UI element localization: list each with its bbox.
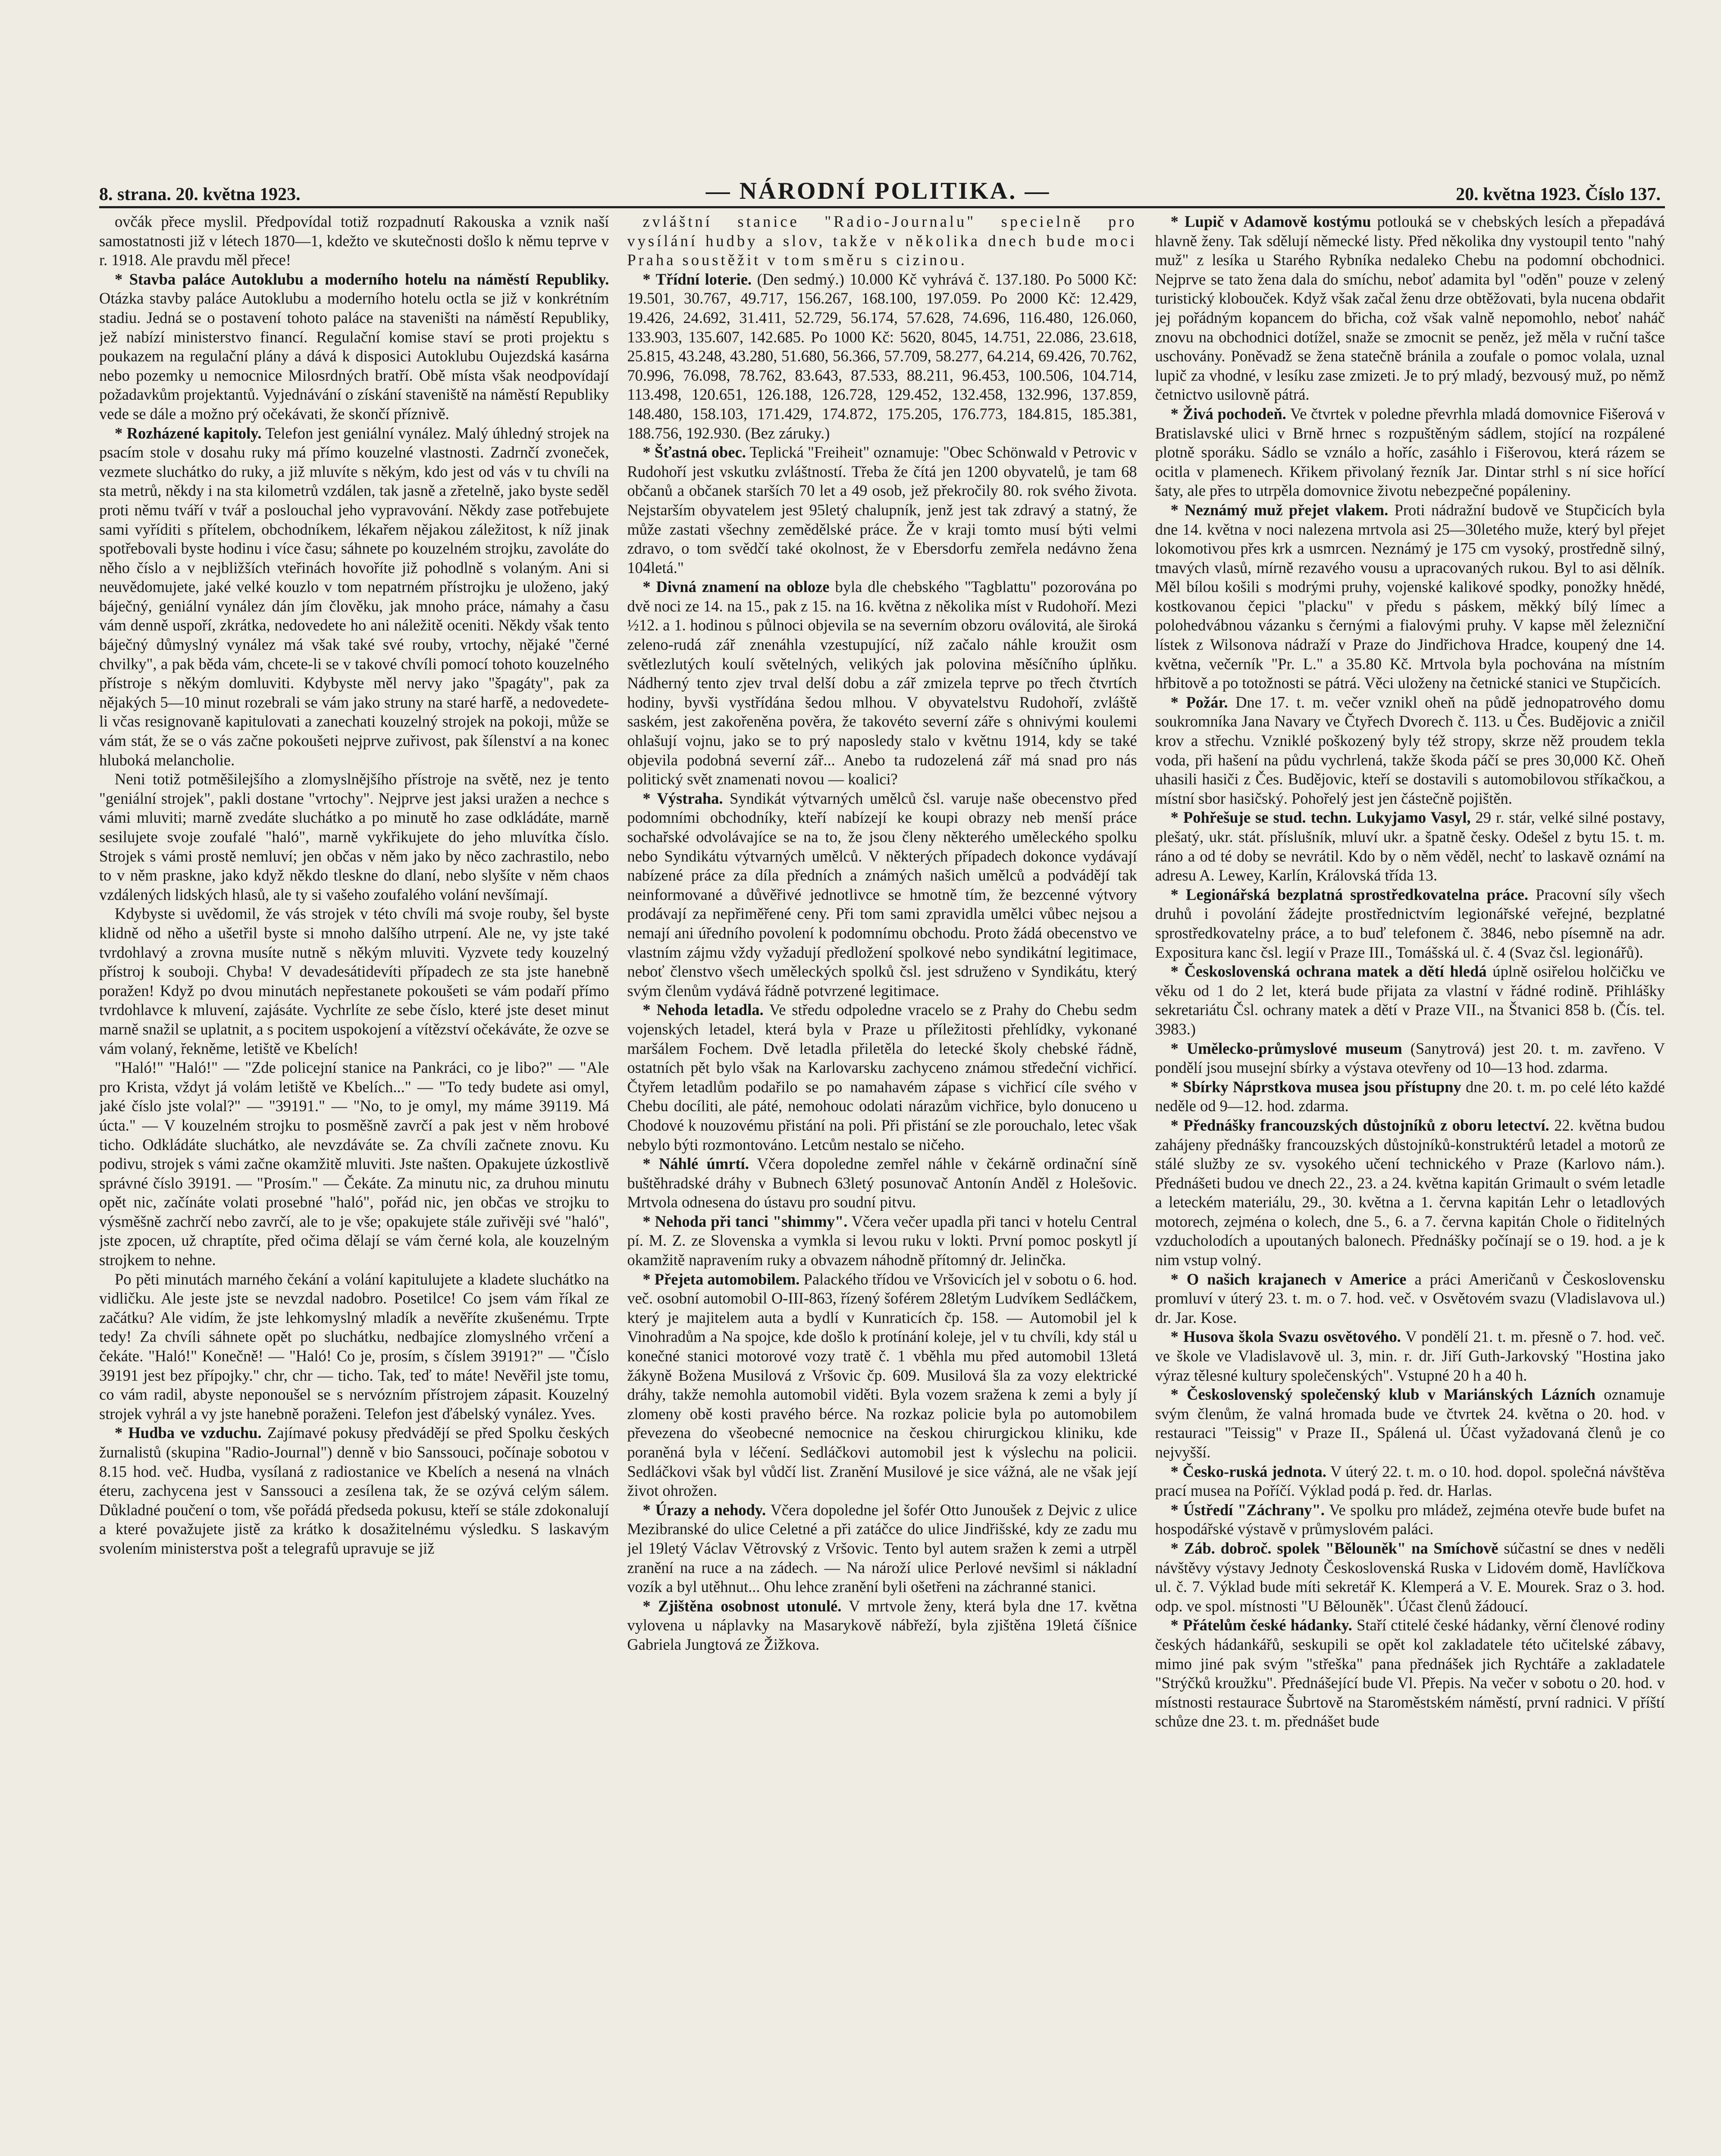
article-paragraph: * Třídní loterie. (Den sedmý.) 10.000 Kč vyhrává č. 137.180. Po 5000 Kč: 19.501, 30.767, 49.717, 156.267, 168.100, 197.059. Po 2000 Kč: 12.429, 19.426, 24.692, 31.411, 52.729, 56.174, 57.628, 74.696, 116.480, 126.060, 133.903, 135.607, 142.685. Po 1000 Kč: 5620, 8045, 14.751, 22.086, 23.618, 25.815, 43.248, 43.280, 51.680, 56.366, 57.709, 58.277, 64.214, 69.426, 70.762, 70.996, 76.098, 78.762, 83.643, 87.533, 88.211, 96.453, 100.506, 104.714, 113.498, 120.651, 126.188, 126.728, 129.452, 132.458, 132.996, 137.859, 148.480, 158.103, 171.429, 174.872, 175.205, 176.773, 184.815, 185.381, 188.756, 192.930. (Bez záruky.) xyxy=(627,270,1137,442)
article-paragraph: * Sbírky Náprstkova musea jsou přístupny dne 20. t. m. po celé léto každé neděle od 9—12. hod. zdarma. xyxy=(1155,1078,1665,1115)
article-paragraph: * Úrazy a nehody. Včera dopoledne jel šofér Otto Junoušek z Dejvic z ulice Mezibranské do ulice Celetné a při zatáčce do ulice Jindřišské, kdy ze zadu mu jel 19letý Václav Větrovský z Vršovic. Tento byl autem sražen k zemi a utrpěl zranění na ruce a na zádech. — Na nároží ulice Perlové nevšiml si nákladní vozík a byl utěhnut... Ohu lehce zranění byli ošetřeni na záchranné stanici. xyxy=(627,1501,1137,1596)
article-paragraph: Kdybyste si uvědomil, že vás strojek v této chvíli má svoje rouby, šel byste klidně od něho a ušetřil byste si mnoho dalšího utrpení. Ale ne, vy jste také tvrdohlavý a zrovna musíte nutně s někým mluviti. Vyzvete tedy kouzelný přístroj k souboji. Chyba! V devadesátidevíti případech ze sta jste hanebně poražen! Když po dvou minutách nepřestanete pokoušeti se vám podaří přímo tvrdohlavce k mluvení, zajásáte. Vychrlíte ze sebe číslo, které jste deset minut marně snažil se uplatnit, a s pocitem uspokojení a vítězství očekáváte, že ozve se vám volaný, řekněme, letiště ve Kbelích! xyxy=(99,905,609,1057)
article-paragraph: * Nehoda letadla. Ve středu odpoledne vracelo se z Prahy do Chebu sedm vojenských letadel, která byla v Praze u příležitosti přehlídky, vykonané maršálem Fochem. Dvě letadla přiletěla do letecké školy chebské řádně, ostatních pět bylo však na Karlovarsku zachyceno známou středeční vichřicí. Čtyřem letadlům podařilo se po namahavém zápase s vichřicí cíle svého v Chebu docíliti, ale páté, nemohouc odolati nárazům vichřice, bylo donuceno u Chodové k nouzovému přistání na poli. Při přistání se zle porouchalo, letec však nebylo býti rozmontováno. Letcům nestalo se ničeho. xyxy=(627,1001,1137,1153)
article-paragraph: * Česko-ruská jednota. V úterý 22. t. m. o 10. hod. dopol. společná návštěva prací musea na Poříčí. Výklad podá p. řed. dr. Harlas. xyxy=(1155,1462,1665,1500)
article-columns xyxy=(99,212,1665,2156)
article-heading: * Lupič v Adamově kostýmu xyxy=(1170,213,1371,230)
article-heading: * Legionářská bezplatná sprostředkovatelna práce. xyxy=(1170,885,1528,903)
article-paragraph: Neni totiž potměšilejšího a zlomyslnějšího přístroje na světě, nez je tento "geniální strojek", pakli dostane "vrtochy". Nejprve jest jaksi uražen a nechce s vámi mluviti; marně zvedáte sluchátko a po minutě ho zase odkládáte, marně sesilujete svoje zoufalé "haló", marně vykřikujete do jeho mluvítka číslo. Strojek s vámi prostě nemluví; jen občas v něm jako by něco zachrastilo, nebo to v něm praskne, jako když někdo tleskne do dlaní, nebo slyšíte v něm chaos vzdálených lidských hlasů, ale ty si vašeho zoufalého volání nevšímají. xyxy=(99,770,609,903)
column-2 xyxy=(627,212,1137,2156)
article-heading: * Třídní loterie. xyxy=(643,270,752,288)
article-heading: * Úrazy a nehody. xyxy=(643,1501,766,1519)
article-paragraph: * O našich krajanech v Americe a práci Američanů v Československu promluví v úterý 23. t. m. o 7. hod. več. v Osvětovém svazu (Vladislavova ul.) dr. Jar. Kose. xyxy=(1155,1270,1665,1326)
article-heading: * O našich krajanech v Americe xyxy=(1170,1270,1407,1288)
article-heading: * Nehoda letadla. xyxy=(643,1001,764,1019)
article-paragraph: zvláštní stanice "Radio-Journalu" specielně pro vysílání hudby a slov, takže v několika dnech bude moci Praha soustěžit v tom směru s cizinou. xyxy=(627,213,1137,269)
article-heading: * Přejeta automobilem. xyxy=(643,1270,800,1288)
article-paragraph: * Přátelům české hádanky. Staří ctitelé české hádanky, věrní členové rodiny českých hádankářů, seskupili se opět kol zakladatele této učitelské zábavy, mimo jiné pak svým "střeška" pana přednášek jich Rychtáře a zakladatele "Strýčků kroužku". Přednášející bude Vl. Přepis. Na večer v sobotu o 20. hod. v místnosti restaurace Šubrtově na Staroměstském náměstí, první radnici. V příští schůze dne 23. t. m. přednášet bude xyxy=(1155,1616,1665,1730)
page-number-date: 8. strana. 20. května 1923. xyxy=(99,185,301,204)
column-3 xyxy=(1155,212,1665,2156)
page-header xyxy=(99,170,1661,205)
header-rule xyxy=(99,206,1665,208)
article-heading: * Záb. dobroč. spolek "Bělouněk" na Smíchově xyxy=(1170,1539,1498,1557)
article-paragraph: * Přednášky francouzských důstojníků z oboru letectví. 22. května budou zahájeny přednášky francouzských důstojníků-konstruktérů letadel a motorů ze stálé služby ze sv. vysokého učení technického v Praze (Karlovo nám.). Přednášeti budou ve dnech 22., 23. a 24. května kapitán Grimault o svém letadle a leteckém materiálu, 29., 30. května a 1. června kapitán Lehr o letadlových motorech, zejména o kolech, dne 5., 6. a 7. června kapitán Chole o řiditelných vzducholodích a upoutaných balonech. Přednášky počínají se o 19. hod. a je k nim vstup volný. xyxy=(1155,1116,1665,1269)
article-heading: * Československý společenský klub v Mariánských Lázních xyxy=(1170,1385,1596,1404)
article-heading: * Pohřešuje se stud. techn. Lukyjamo Vasyl, xyxy=(1170,808,1471,827)
column-1 xyxy=(99,212,609,2156)
article-paragraph: * Nehoda při tanci "shimmy". Včera večer upadla při tanci v hotelu Central pí. M. Z. ze Slovenska a vymkla si levou ruku v lokti. První pomoc poskytl jí okamžitě napravením ruky a obvazem náhodně přítomný dr. Jelinčka. xyxy=(627,1212,1137,1269)
article-heading: * Stavba paláce Autoklubu a moderního hotelu na náměstí Republiky. xyxy=(115,270,609,288)
article-paragraph: * Pohřešuje se stud. techn. Lukyjamo Vasyl, 29 r. stár, velké silné postavy, plešatý, ukr. stát. příslušník, mluví ukr. a špatně česky. Odešel z bytu 15. t. m. ráno a od té doby se nevrátil. Kdo by o něm věděl, nechť to laskavě oznámí na adresu A. Lewey, Karlín, Královská třída 13. xyxy=(1155,808,1665,884)
article-paragraph: "Haló!" "Haló!" — "Zde policejní stanice na Pankráci, co je libo?" — "Ale pro Krista, vždyt já volám letiště ve Kbelích..." — "To tedy budete asi omyl, jaké číslo jste volal?" — "39191." — "No, to je omyl, my máme 39119. Má úcta." — V kouzelném strojku to posměšně zavrčí a pak jest v něm hrobové ticho. Odkládáte sluchátko, ale nevzdáváte se. Za chvíli začnete znovu. Ku podivu, strojek s vámi začne okamžitě mluviti. Jste našten. Opakujete úzkostlivě správné číslo 39191. — "Prosím." — Čekáte. Za minutu nic, za druhou minutu opět nic, začínáte volati prosebné "haló", pořád nic, jen občas ve strojku to výsměšně zachrčí nebo zavrčí, ale to je vše; opakujete stále zuřivěji své "haló", jste zpocen, už chraptíte, před očima dělají se vám černé kola, ale kouzelným strojkem to nehne. xyxy=(99,1059,609,1269)
article-paragraph: * Legionářská bezplatná sprostředkovatelna práce. Pracovní síly všech druhů i povolání žádejte prostřednictvím legionářské veřejné, bezplatné sprostředkovatelny práce, a to buď telefonem č. 3846, nebo písemně na adr. Expositura kanc čsl. legií v Praze III., Tomášská ul. č. 4 (Svaz čsl. legionářů). xyxy=(1155,885,1665,961)
article-paragraph: * Náhlé úmrtí. Včera dopoledne zemřel náhle v čekárně ordinační síně buštěhradské dráhy v Bubnech 63letý posunovač Antonín Anděl z Holešovic. Mrtvola odnesena do ústavu pro soudní pitvu. xyxy=(627,1155,1137,1211)
article-heading: * Požár. xyxy=(1170,693,1228,711)
article-paragraph: * Záb. dobroč. spolek "Bělouněk" na Smíchově súčastní se dnes v neděli návštěvy výstavy Jednoty Československá Ruska v Lidovém domě, Havlíčkova ul. č. 7. Výklad bude míti sekretář K. Klemperá a V. E. Mourek. Sraz o 3. hod. odp. ve spol. místnosti "U Bělouněk". Účast členů žádoucí. xyxy=(1155,1539,1665,1615)
article-heading: * Zjištěna osobnost utonulé. xyxy=(643,1597,842,1615)
article-paragraph: * Rozházené kapitoly. Telefon jest geniální vynález. Malý úhledný strojek na psacím stole v dosahu ruky má přímo kouzelné vlastnosti. Zadrnčí zvoneček, vezmete sluchátko do ruky, a již mluvíte s někým, kdo jest od vás v tu chvíli na sta metrů, někdy i na sta kilometrů vzdálen, tak jasně a zřetelně, jako byste seděl proti němu tváří v tvář a poslouchal jeho vypravování. Někdy zase potřebujete sami vyříditi s přítelem, obchodníkem, lékařem nějakou záležitost, k níž jinak spotřebovali byste hodinu i více času; sáhnete po kouzelném strojku, zavoláte do něho číslo a v nejbližších vteřinách hovoříte již pohodlně s volaným. Ani si neuvědomujete, jaké velké kouzlo v tom nepatrném přístrojku je uloženo, jaký báječný, geniální vynález dán jím člověku, jak mnoho práce, námahy a času vám denně uspoří, zkrátka, nedovedete ho ani náležitě oceniti. Někdy však tento báječný důmyslný vynález má však také své rouby, vrtochy, nějaké "černé chvilky", a pak běda vám, chcete-li se v takové chvíli pomocí tohoto kouzelného přístroje s někým domluviti. Kdybyste měl nervy jako "špagáty", pak za nějakých 5—10 minut rozebrali se vám jako struny na staré harfě, a nedovedete-li včas resignovaně kapitulovati a zanechati kouzelný strojek na pokoji, může se vám stát, že se o vás začne pokoušeti nejprve zuřivost, pak šílenství a na konec hluboká melancholie. xyxy=(99,424,609,769)
article-heading: * Rozházené kapitoly. xyxy=(115,424,262,442)
article-heading: * Umělecko-průmyslové museum xyxy=(1170,1039,1402,1057)
article-paragraph: * Neznámý muž přejet vlakem. Proti nádražní budově ve Stupčicích byla dne 14. května v noci nalezena mrtvola asi 25—30letého muže, který byl přejet lokomotivou přes krk a usmrcen. Neznámý je 175 cm vysoký, prostředně silný, tmavých vlasů, mírně rezavého vousu a upracovaných rukou. Byl to asi dělník. Měl bílou košili s modrými pruhy, vojenské kalikové spodky, ponožky hnědé, kostkovanou čepici "placku" v předu s páskem, měkký bílý límec a polohedvábnou vázanku s černými a fialovými pruhy. V kapse měl železniční lístek z Wilsonova nádraží v Praze do Jindřichova Hradce, koupený dne 14. května, večerník "Pr. L." a 35.80 Kč. Mrtvola byla pochována na místním hřbitově a po totožnosti se pátrá. Věci uloženy na četnické stanici ve Stupčicích. xyxy=(1155,501,1665,692)
article-paragraph: Po pěti minutách marného čekání a volání kapitulujete a kladete sluchátko na vidličku. Ale jeste jste se nevzdal nadobro. Posetilce! Co jsem vám říkal ze začátku? Ale vidím, že jste lehkomyslný mladík a nevěříte zkušenému. Trpte tedy! Za chvíli sáhnete opět po sluchátku, nedbajíce zlomyslného vrčení a čekáte. "Haló!" Konečně! — "Haló! Co je, prosím, s číslem 39191?" — "Číslo 39191 jest bez přípojky." chr, chr — ticho. Tak, teď to máte! Nevěřil jste tomu, co vám radil, abyste neponoušel se s nervózním přístrojem zápasit. Kouzelný strojek vyhrál a vy jste hanebně poraženi. Telefon jest ďábelský vynález. Yves. xyxy=(99,1270,609,1423)
article-heading: * Česko-ruská jednota. xyxy=(1170,1462,1326,1480)
author-signature: Yves. xyxy=(561,1404,596,1423)
article-paragraph: ovčák přece myslil. Předpovídal totiž rozpadnutí Rakouska a vznik naší samostatnosti již v létech 1870—1, kdežto ve skutečnosti došlo k němu teprve v r. 1918. Ale pravdu měl přece! xyxy=(99,213,609,269)
article-paragraph: * Lupič v Adamově kostýmu potlouká se v chebských lesích a přepadává hlavně ženy. Tak sdělují německé listy. Před několika dny vystoupil tento "nahý muž" z lesíka u Starého Rybníka nedaleko Chebu na podomní obchodnici. Nejprve se tato žena dala do smíchu, neboť adamita byl "oděn" pouze v zelený turistický klobouček. Když však začal ženu drze obtěžovati, byla nucena obdařit jej pořádným kopancem do břicha, což však valně nepomohlo, neboť naháč znovu na obchodnici dotížel, snaže se zmocnit se peněz, jež měla v ruční tašce uschovány. Poněvadž se žena statečně bránila a zoufale o pomoc volala, uznal lupič za vhodné, v lesíku zase zmizeti. Je to prý mladý, bezvousý muž, po němž četnictvo usilovně pátrá. xyxy=(1155,213,1665,404)
article-paragraph: * Ústředí "Záchrany". Ve spolku pro mládež, zejména otevře bude bufet na hospodářské výstavě v průmyslovém paláci. xyxy=(1155,1501,1665,1538)
article-heading: * Přednášky francouzských důstojníků z oboru letectví. xyxy=(1170,1116,1549,1134)
article-paragraph: * Výstraha. Syndikát výtvarných umělců čsl. varuje naše obecenstvo před podomními obchodníky, kteří nabízejí ke koupi obrazy neb menší práce sochařské odvolávajíce se na to, že jsou členy některého uměleckého spolku nebo Syndikátu výtvarných umělců. V některých případech dokonce vydávají nabízené práce za díla předních a známých našich umělců a podvádějí tak neinformované a důvěřivé jednotlivce se hmotně tím, že bezcenné výtvory prodávají za nepřiměřené ceny. Při tom sami zpravidla umělci vůbec nejsou a nemají ani úředního povolení k podomnímu obchodu. Proto žádá obecenstvo ve vlastním zájmu vždy vyžadují předložení spolkové nebo syndikátní legitimace, neboť členstvo všech uměleckých spolků čsl. jest sdruženo v Syndikátu, který svým členům vydává řádně potvrzené legitimace. xyxy=(627,789,1137,1000)
article-paragraph: * Přejeta automobilem. Palackého třídou ve Vršovicích jel v sobotu o 6. hod. več. osobní automobil O-III-863, řízený šoférem 28letým Ludvíkem Sedláčkem, který je majitelem auta a bydlí v Kunraticích čp. 158. — Automobil jel k Vinohradům a Na spojce, kde došlo k protínání koleje, jel v tu chvíli, kdy stál u konečné stanici motorové vozy tratě č. 1 vběhla mu před automobil 13letá žákyně Božena Musilová z Vršovic čp. 609. Musilová šla za vozy elektrické dráhy, takže nemohla automobil viděti. Byla vozem sražena k zemi a byly jí zlomeny obě kosti pravého bérce. Na rozkaz policie byla po automobilem převezena do všeobecné nemocnice na českou chirurgickou kliniku, kde poraněná byla v léčení. Sedláčkovi automobil jest k výslechu na policii. Sedláčkovi však byl vůdčí list. Zranění Musilové je sice vážná, ale ne však její život ohrožen. xyxy=(627,1270,1137,1500)
article-paragraph: * Živá pochodeň. Ve čtvrtek v poledne převrhla mladá domovnice Fišerová v Bratislavské ulici v Brně hrnec s rozpuštěným sádlem, stojící na rozpálené plotně sporáku. Sádlo se vználo a hoříc, zasáhlo i Fišerovou, která rázem se ocitla v plamenech. Křikem přivolaný řezník Jar. Dintar strhl s ní sice hořící šaty, ale přes to utrpěla domovnice životu nebezpečné popáleniny. xyxy=(1155,404,1665,500)
article-paragraph: * Požár. Dne 17. t. m. večer vznikl oheň na půdě jednopatrového domu soukromníka Jana Navary ve Čtyřech Dvorech č. 113. u Čes. Budějovic a zničil krov a střechu. Vzniklé poškozený byly též stropy, skrze něž proudem tekla voda, při hašení na půdu vychrlená, takže škoda páčí se pres 30,000 Kč. Oheň uhasili hasiči z Čes. Budějovic, kteří se dostavili s automobilovou stříkačkou, a místní sbor hasičský. Pohořelý jest jen částečně pojištěn. xyxy=(1155,693,1665,807)
article-paragraph: * Husova škola Svazu osvětového. V pondělí 21. t. m. přesně o 7. hod. več. ve škole ve Vladislavově ul. 3, min. r. dr. Jiří Guth-Jarkovský "Hostina jako výraz tělesné kultury společenských". Vstupné 20 h a 40 h. xyxy=(1155,1328,1665,1384)
article-heading: * Přátelům české hádanky. xyxy=(1170,1616,1352,1634)
article-heading: * Husova škola Svazu osvětového. xyxy=(1170,1328,1401,1346)
article-paragraph: * Zjištěna osobnost utonulé. V mrtvole ženy, která byla dne 17. května vylovena u náplavky na Masarykově nábřeží, byla zjištěna 19letá číšnice Gabriela Jungtová ze Žižkova. xyxy=(627,1597,1137,1653)
issue-date-number: 20. května 1923. Číslo 137. xyxy=(1456,185,1661,204)
article-paragraph: * Československý společenský klub v Mariánských Lázních oznamuje svým členům, že valná hromada bude ve čtvrtek 24. května o 20. hod. v restauraci "Teissig" v Praze II., Spálená ul. Účast vyžadovaná členů je co nejvyšší. xyxy=(1155,1385,1665,1461)
article-heading: * Náhlé úmrtí. xyxy=(643,1155,749,1173)
article-paragraph: * Divná znamení na obloze byla dle chebského "Tagblattu" pozorována po dvě noci ze 14. na 15., pak z 15. na 16. května z několika míst v Rudohoří. Mezi ½12. a 1. hodinou s půlnoci objevila se na severním obzoru oválovitá, ale široká zeleno-rudá zář znenáhla vzestupující, níž začalo náhle kroužit osm světlezlutých koulí světelných, velikých jak polovina měsíčního úplňku. Nádherný tento zjev trval delší dobu a zář zmizela teprve po třech čtvrtích hodiny, byvši vystřídána šedou mlhou. V obyvatelstvu Rudohoří, zvláště saském, jest zakořeněna pověra, že takovéto severní záře s ohnivými koulemi ohlašují vojnu, jako se to prý naposledy stalo v květnu 1914, kdy se také objevila podobná severní zář... Anebo ta rudozelená zář má snad pro nás politický svět znamenati novou — koalici? xyxy=(627,578,1137,788)
article-heading: * Šťastná obec. xyxy=(643,443,746,461)
article-heading: * Výstraha. xyxy=(643,789,723,807)
article-paragraph: * Šťastná obec. Teplická "Freiheit" oznamuje: "Obec Schönwald v Petrovic v Rudohoří jest vskutku zvláštností. Třeba že čítá jen 1200 obyvatelů, je tam 68 občanů a občanek starších 70 let a 49 osob, jež překročily 80. rok svého života. Nejstarším obyvatelem jest 95letý chalupník, jenž jest tak zdravý a statný, že může zastati všechny zemědělské práce. Že v kraji tomto musí býti velmi zdravo, o tom svědčí také okolnost, že v Ebersdorfu zemřela nedávno žena 104letá." xyxy=(627,443,1137,577)
article-heading: * Neznámý muž přejet vlakem. xyxy=(1170,501,1389,519)
article-heading: * Nehoda při tanci "shimmy". xyxy=(643,1212,848,1230)
newspaper-title: — NÁRODNÍ POLITIKA. — xyxy=(705,178,1051,204)
article-heading: * Ústředí "Záchrany". xyxy=(1170,1501,1325,1519)
article-heading: * Hudba ve vzduchu. xyxy=(115,1424,262,1442)
article-heading: * Československá ochrana matek a dětí hledá xyxy=(1170,962,1487,981)
article-heading: * Divná znamení na obloze xyxy=(643,578,830,596)
article-paragraph: * Hudba ve vzduchu. Zajímavé pokusy předvádějí se před Spolku českých žurnalistů (skupina "Radio-Journal") denně v bio Sanssouci, počínaje sobotou v 8.15 hod. več. Hudba, vysílaná z radiostanice ve Kbelích a nesená na vlnách éteru, zachycena jest v Sanssouci a zesílena tak, že se ozývá celým sálem. Důkladné poučení o tom, vše pořádá předseda pokusu, kteří se stále zdokonalují a které považujete jistě za krátko k dosažitelnému výsledku. S laskavým svolením ministerstva pošt a telegrafů upravuje se již xyxy=(99,1424,609,1557)
article-heading: * Sbírky Náprstkova musea jsou přístupny xyxy=(1170,1078,1461,1096)
article-paragraph: * Umělecko-průmyslové museum (Sanytrová) jest 20. t. m. zavřeno. V pondělí jsou musejní sbírky a výstava otevřeny od 10—13 hod. zdarma. xyxy=(1155,1039,1665,1077)
article-paragraph: * Stavba paláce Autoklubu a moderního hotelu na náměstí Republiky. Otázka stavby paláce Autoklubu a moderního hotelu octla se již v konkrétním stadiu. Jedná se o postavení tohoto paláce na staveništi na náměstí Republiky, jež nabízí ministerstvo financí. Regulační komise staví se proti projektu s poukazem na regulační plány a dává k disposici Autoklubu Oujezdská kasárna nebo pozemky u nemocnice Milosrdných bratří. Obě místa však neodpovídají požadavkům projektantů. Vyjednávání o získání staveniště na náměstí Republiky vede se dále a možno prý očekávati, že skončí příznivě. xyxy=(99,270,609,423)
article-paragraph: * Československá ochrana matek a dětí hledá úplně osiřelou holčičku ve věku od 1 do 2 let, která bude přijata za vlastní v řádné rodině. Přihlášky sekretariátu Čsl. ochrany matek a dětí v Praze VII., na Štvanici 858 b. (Čís. tel. 3983.) xyxy=(1155,962,1665,1038)
article-heading: * Živá pochodeň. xyxy=(1170,404,1286,423)
